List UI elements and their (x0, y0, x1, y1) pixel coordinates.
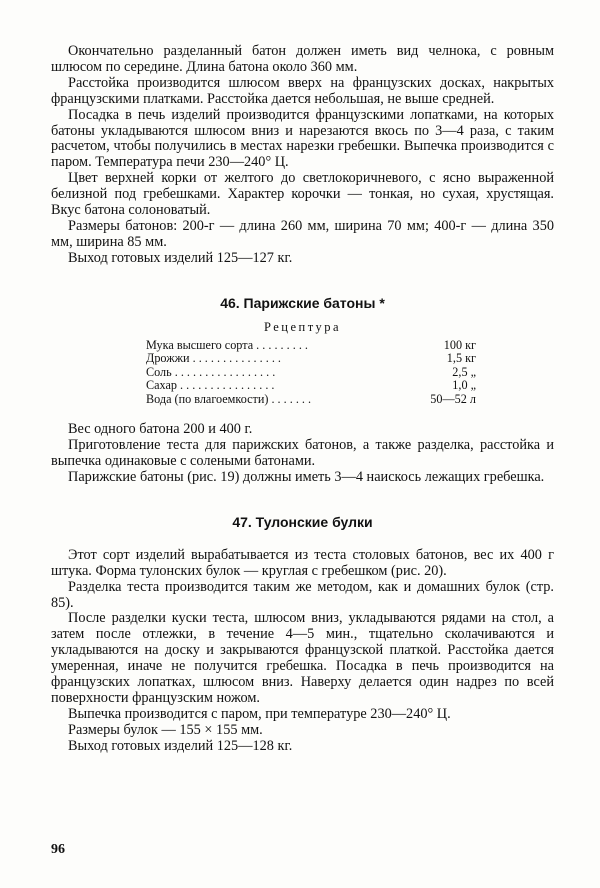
page-number: 96 (51, 842, 65, 857)
intro-paragraph-4: Цвет верхней корки от желтого до светлокоричневого, с ясно выраженной белизной под гребешками. Характер корочки — тонкая, но сухая, хрустящая. Вкус батона солоноватый. (51, 170, 554, 219)
section-47-paragraph-4: Выпечка производится с паром, при температуре 230—240° Ц. (68, 705, 451, 722)
intro-paragraph-1: Окончательно разделанный батон должен иметь вид челнока, с ровным шлюсом по середине. Длина батона около 360 мм. (51, 43, 554, 75)
recipe-item-name: Дрожжи . . . . . . . . . . . . . . . (146, 351, 281, 366)
section-47-paragraph-6: Выход готовых изделий 125—128 кг. (68, 737, 293, 754)
section-47-heading: 47. Тулонские булки (232, 513, 373, 530)
recipe-item-value: 50—52 л (430, 391, 476, 406)
section-47-paragraph-2: Разделка теста производится таким же методом, как и домашних булок (стр. 85). (51, 578, 554, 611)
intro-paragraph-2: Расстойка производится шлюсом вверх на французских досках, накрытых французскими платками. Расстойка дается небольшая, не выше средней. (51, 74, 554, 107)
recipe-title: Рецептура (263, 319, 342, 334)
intro-paragraph-5: Размеры батонов: 200-г — длина 260 мм, ширина 70 мм; 400-г — длина 350 мм, ширина 85 мм. (51, 217, 554, 250)
intro-paragraph-6: Выход готовых изделий 125—127 кг. (68, 249, 293, 266)
recipe-row-flour (146, 339, 476, 353)
section-46-paragraph-2: Приготовление теста для парижских батонов, а также разделка, расстойка и выпечка одинаковые с солеными батонами. (51, 437, 554, 469)
section-46-heading: 46. Парижские батоны * (220, 294, 385, 311)
section-46-paragraph-1: Вес одного батона 200 и 400 г. (68, 421, 253, 438)
section-47-paragraph-1: Этот сорт изделий вырабатывается из теста столовых батонов, вес их 400 г штука. Форма тулонских булок — круглая с гребешком (рис. 20). (51, 546, 554, 579)
recipe-item-value: 1,0 „ (452, 378, 476, 393)
recipe-row-yeast (146, 352, 476, 366)
recipe-item-name: Мука высшего сорта . . . . . . . . . (146, 337, 308, 352)
section-47-paragraph-3: После разделки куски теста, шлюсом вниз, укладываются рядами на стол, а затем после отлежки, в течение 4—5 мин., тщательно сколачиваются и укладываются на доску и закрываются французской платкой. Расстойка дается умеренная, иначе не получится гребешка. Посадка в печь производится на французских лопатках, шлюсом вниз. Наверху делается один надрез по всей поверхности французским ножом. (51, 610, 554, 706)
recipe-row-salt (146, 366, 476, 380)
section-47-paragraph-5: Размеры булок — 155 × 155 мм. (68, 721, 263, 738)
recipe-item-name: Вода (по влагоемкости) . . . . . . . (146, 391, 312, 406)
recipe-item-value: 100 кг (443, 337, 476, 352)
recipe-item-name: Соль . . . . . . . . . . . . . . . . . (146, 364, 276, 379)
recipe-item-value: 2,5 „ (452, 364, 476, 379)
recipe-item-value: 1,5 кг (446, 351, 476, 366)
intro-paragraph-3: Посадка в печь изделий производится французскими лопатками, на которых батоны укладываются шлюсом вниз и нарезаются вкось по 3—4 раза, с таким расчетом, чтобы получились в местах нарезки гребешки. Выпечка производится с паром. Температура печи 230—240° Ц. (51, 106, 554, 171)
recipe-item-name: Сахар . . . . . . . . . . . . . . . . (146, 378, 275, 393)
section-46-paragraph-3: Парижские батоны (рис. 19) должны иметь 3—4 наискось лежащих гребешка. (68, 468, 545, 485)
page-content (51, 44, 554, 755)
recipe-list (146, 339, 476, 407)
recipe-row-water (146, 393, 476, 407)
recipe-row-sugar (146, 379, 476, 393)
